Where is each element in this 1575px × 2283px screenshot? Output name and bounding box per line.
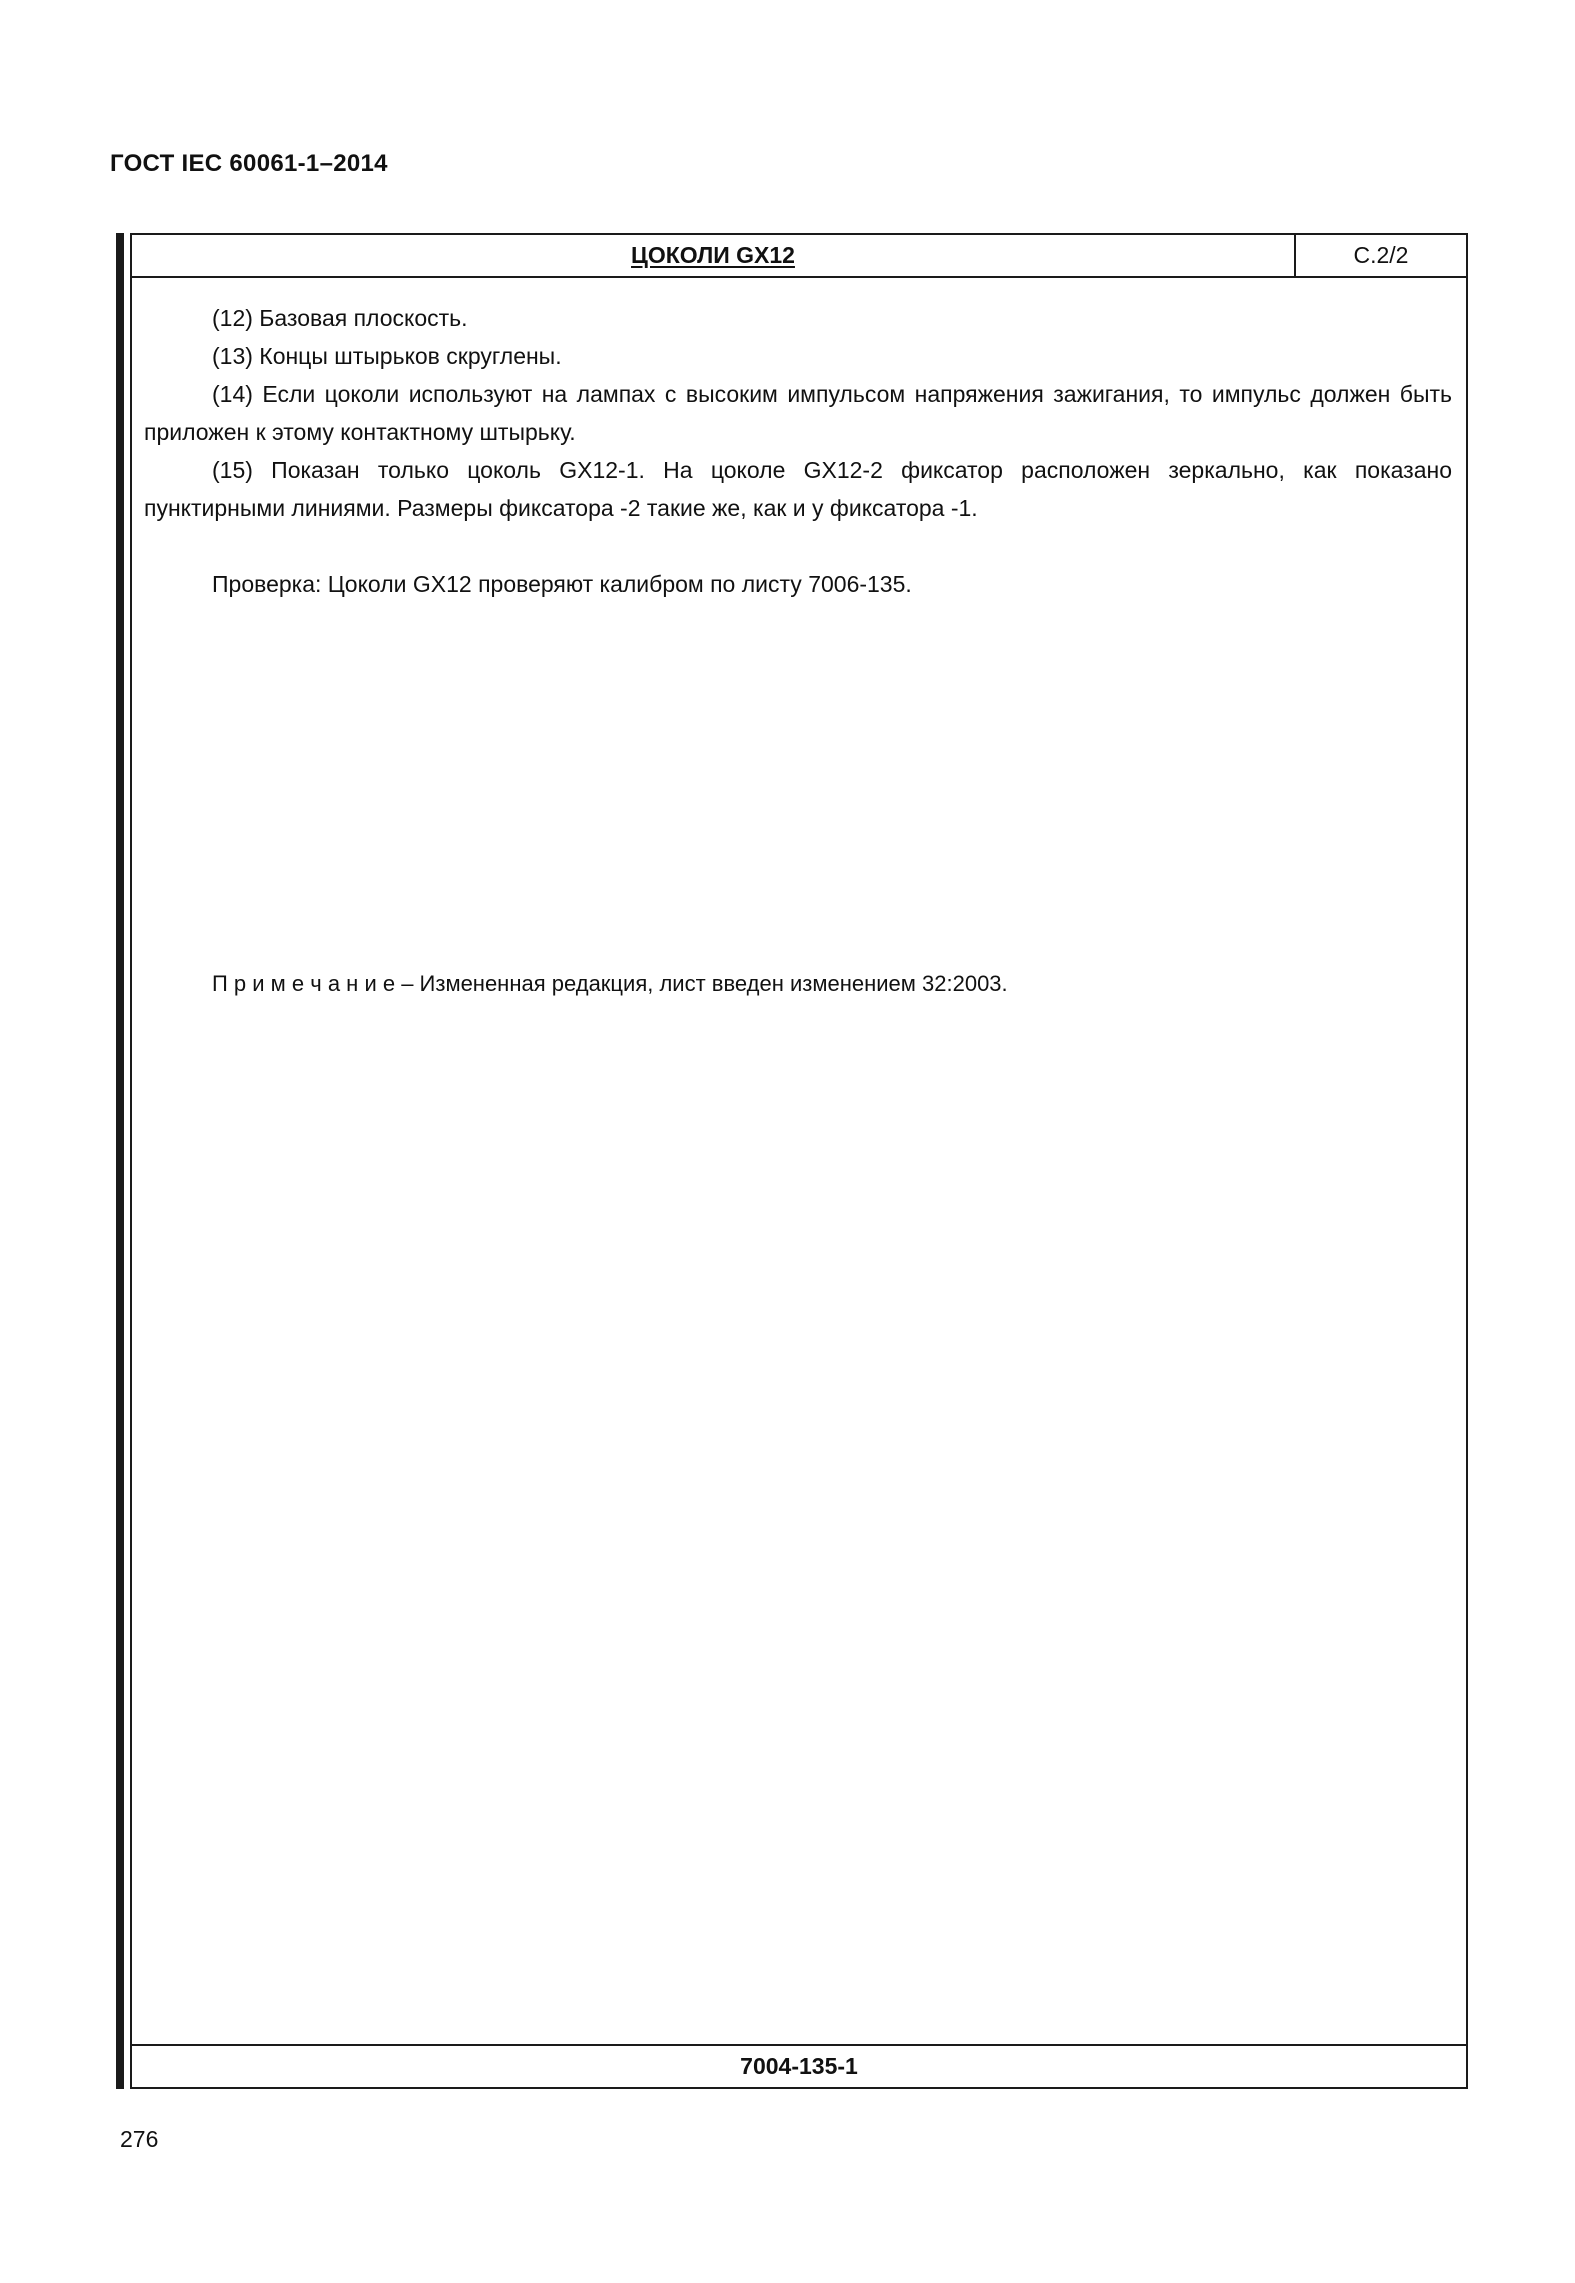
paragraph-14: (14) Если цоколи используют на лампах с высоким импульсом напряжения зажигания, то импульс должен быть приложен к этому контактному штырьку. — [144, 381, 1452, 445]
paragraph-12: (12) Базовая плоскость. — [212, 305, 468, 331]
check-line: Проверка: Цоколи GX12 проверяют калибром по листу 7006-135. — [212, 571, 912, 597]
sheet-frame — [130, 233, 1468, 2089]
standard-sheet — [116, 233, 1472, 2089]
sheet-page-ref: С.2/2 — [1294, 235, 1466, 276]
sheet-footer-ref: 7004-135-1 — [132, 2044, 1466, 2087]
note-line: П р и м е ч а н и е – Измененная редакция, лист введен изменением 32:2003. — [212, 971, 1008, 996]
sheet-title: ЦОКОЛИ GX12 — [631, 242, 795, 268]
sheet-title-row — [132, 235, 1466, 278]
paragraph-13: (13) Концы штырьков скруглены. — [212, 343, 562, 369]
standard-designation: ГОСТ IEC 60061-1–2014 — [110, 150, 388, 177]
sheet-body — [132, 278, 1466, 2044]
left-double-rule — [116, 233, 124, 2089]
paragraph-15: (15) Показан только цоколь GX12-1. На цоколе GX12-2 фиксатор расположен зеркально, как показано пунктирными линиями. Размеры фиксатора -2 такие же, как и у фиксатора -1. — [144, 457, 1452, 521]
page-number: 276 — [120, 2126, 159, 2152]
